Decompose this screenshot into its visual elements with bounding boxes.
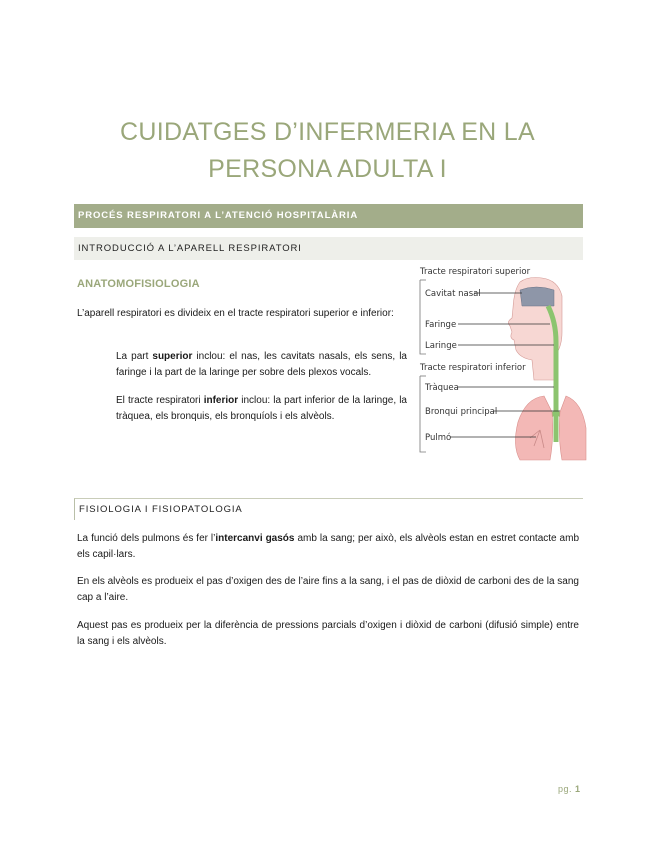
label-pulmo: Pulmó xyxy=(425,433,452,443)
paragraph-gas-exchange xyxy=(77,531,579,563)
label-faringe: Faringe xyxy=(425,320,457,330)
page-prefix: pg. xyxy=(558,784,573,794)
paragraph-alveoli: En els alvèols es produeix el pas d’oxigen des de l’aire fins a la sang, i el pas de diòxid de carboni des de la sang cap a l’aire. xyxy=(77,576,579,603)
section-header-fisiologia: FISIOLOGIA I FISIOPATOLOGIA xyxy=(74,498,583,520)
respiratory-diagram xyxy=(416,262,588,462)
heading-anatomofisiologia: ANATOMOFISIOLOGIA xyxy=(77,278,200,290)
text: inclou: la part inferior de la laringe, la tràquea, els bronquis, els bronquíols i els alvèols. xyxy=(116,395,407,422)
title-line-2: PERSONA ADULTA I xyxy=(208,155,447,183)
text: La part xyxy=(116,351,153,362)
paragraph-upper-tract xyxy=(116,349,407,381)
title-line-1: CUIDATGES D’INFERMERIA EN LA xyxy=(120,118,535,146)
bold-intercanvi-gasos: intercanvi gasós xyxy=(215,533,295,544)
text: El tracte respiratori xyxy=(116,395,204,406)
text: La funció dels pulmons és fer l’ xyxy=(77,533,216,544)
document-title xyxy=(0,114,655,188)
label-laringe: Laringe xyxy=(425,341,457,351)
bold-superior: superior xyxy=(152,351,193,362)
label-bronqui-principal: Bronqui principal xyxy=(425,407,498,417)
respiratory-tract-figure xyxy=(416,262,588,462)
figure-upper-title: Tracte respiratori superior xyxy=(420,267,531,277)
paragraph-lower-tract xyxy=(116,393,407,425)
section-header-intro: INTRODUCCIÓ A L’APARELL RESPIRATORI xyxy=(74,237,583,260)
paragraph-diffusion: Aquest pas es produeix per la diferència de pressions parcials d’oxigen i diòxid de carboni (difusió simple) entre la sang i els alvèols. xyxy=(77,620,579,647)
bold-inferior: inferior xyxy=(203,395,239,406)
label-traquea: Tràquea xyxy=(425,383,459,393)
section-header-main: PROCÉS RESPIRATORI A L’ATENCIÓ HOSPITALÀRIA xyxy=(74,204,583,228)
page-number-value: 1 xyxy=(575,784,581,794)
page-number xyxy=(558,784,581,794)
text: amb la sang; per això, els alvèols estan en estret contacte amb els capil·lars. xyxy=(77,533,580,560)
paragraph-intro: L’aparell respiratori es divideix en el tracte respiratori superior e inferior: xyxy=(77,308,394,319)
text: inclou: el nas, les cavitats nasals, els sens, la faringe i la part de la laringe per sobre dels plexos vocals. xyxy=(116,351,407,378)
label-cavitat-nasal: Cavitat nasal xyxy=(425,289,481,299)
figure-lower-title: Tracte respiratori inferior xyxy=(420,363,526,373)
